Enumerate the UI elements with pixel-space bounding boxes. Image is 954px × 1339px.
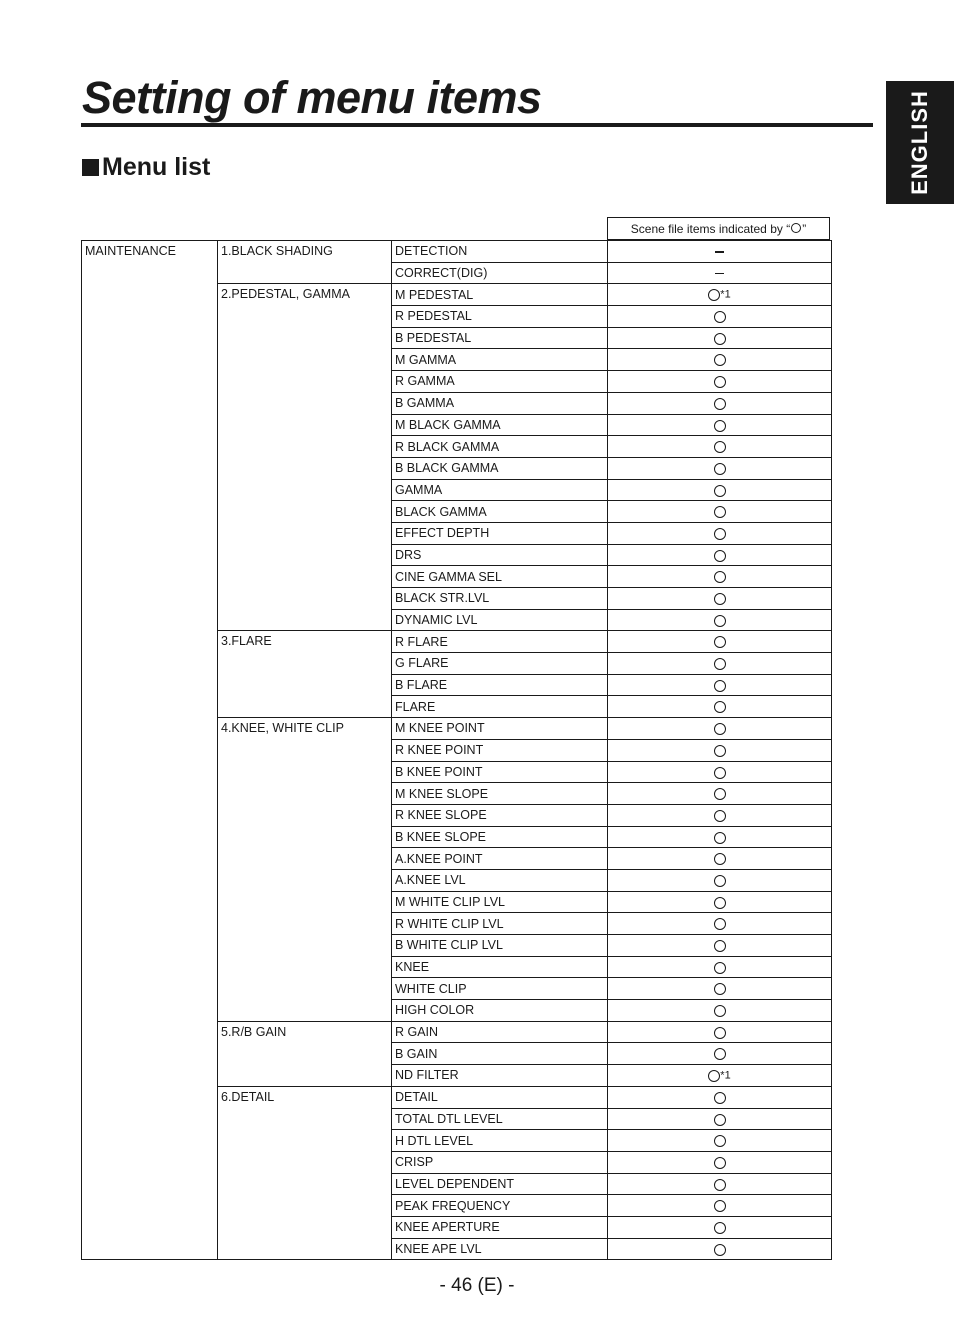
scene-file-mark-cell [608,913,832,935]
scene-file-mark-cell [608,566,832,588]
item-cell: R WHITE CLIP LVL [392,913,608,935]
item-cell: R KNEE SLOPE [392,804,608,826]
scene-file-mark-cell [608,479,832,501]
circle-icon [714,636,726,648]
item-cell: CORRECT(DIG) [392,262,608,284]
circle-icon [714,485,726,497]
group-cell: 4.KNEE, WHITE CLIP [218,718,392,1022]
circle-icon [714,853,726,865]
circle-icon [714,1092,726,1104]
item-cell: B PEDESTAL [392,327,608,349]
circle-icon [714,463,726,475]
language-tab [886,81,954,204]
item-cell: G FLARE [392,653,608,675]
item-cell: R GAIN [392,1021,608,1043]
scene-file-mark-cell [608,1216,832,1238]
item-cell: FLARE [392,696,608,718]
circle-icon [714,528,726,540]
scene-file-mark-cell [608,306,832,328]
scene-file-mark-cell [608,783,832,805]
scene-file-mark-cell [608,718,832,740]
scene-file-mark-cell [608,349,832,371]
item-cell: B KNEE POINT [392,761,608,783]
circle-icon [714,940,726,952]
item-cell: B GAMMA [392,392,608,414]
group-cell: 2.PEDESTAL, GAMMA [218,284,392,631]
item-cell: BLACK STR.LVL [392,588,608,610]
circle-icon [714,1027,726,1039]
scene-file-mark-cell [608,588,832,610]
circle-icon [714,1222,726,1234]
item-cell: B GAIN [392,1043,608,1065]
scene-file-mark-cell [608,436,832,458]
scene-file-mark-cell [608,674,832,696]
scene-file-mark-cell [608,1173,832,1195]
item-cell: CRISP [392,1151,608,1173]
scene-file-mark-cell [608,371,832,393]
scene-file-mark-cell [608,956,832,978]
scene-file-mark-cell [608,414,832,436]
scene-file-mark-cell [608,696,832,718]
scene-file-mark-cell [608,1043,832,1065]
circle-icon [714,1179,726,1191]
table-row [82,241,832,263]
scene-file-mark-cell [608,978,832,1000]
item-cell: B BLACK GAMMA [392,457,608,479]
scene-file-mark-cell [608,1108,832,1130]
scene-file-mark-cell [608,327,832,349]
item-cell: ND FILTER [392,1065,608,1087]
section-heading [82,150,210,184]
scene-file-mark-cell [608,848,832,870]
group-cell: 3.FLARE [218,631,392,718]
item-cell: KNEE [392,956,608,978]
circle-icon [714,506,726,518]
circle-icon [714,593,726,605]
scene-file-mark-cell [608,826,832,848]
scene-file-mark-cell [608,457,832,479]
scene-file-header-suffix: ” [802,221,807,236]
circle-icon [714,1005,726,1017]
scene-file-mark-cell [608,392,832,414]
scene-file-mark-cell [608,1238,832,1260]
item-cell: M KNEE SLOPE [392,783,608,805]
item-cell: PEAK FREQUENCY [392,1195,608,1217]
scene-file-mark-cell [608,609,832,631]
circle-icon [714,701,726,713]
item-cell: R FLARE [392,631,608,653]
item-cell: R KNEE POINT [392,739,608,761]
item-cell: M BLACK GAMMA [392,414,608,436]
title-rule [81,123,873,127]
circle-icon [714,571,726,583]
circle-icon [714,745,726,757]
scene-file-mark-cell [608,1130,832,1152]
scene-file-mark-cell [608,1086,832,1108]
circle-icon [714,550,726,562]
footnote-marker: *1 [720,289,731,302]
item-cell: B FLARE [392,674,608,696]
language-tab-label: ENGLISH [907,90,932,195]
circle-icon [714,615,726,627]
category-cell: MAINTENANCE [82,241,218,1260]
item-cell: DRS [392,544,608,566]
circle-icon [714,398,726,410]
item-cell: B KNEE SLOPE [392,826,608,848]
circle-icon [714,354,726,366]
circle-icon [714,788,726,800]
item-cell: M GAMMA [392,349,608,371]
circle-icon [714,1244,726,1256]
item-cell: WHITE CLIP [392,978,608,1000]
scene-file-mark-cell [608,761,832,783]
circle-icon [791,223,801,233]
circle-icon [708,289,720,301]
item-cell: M WHITE CLIP LVL [392,891,608,913]
circle-icon [714,918,726,930]
item-cell: R GAMMA [392,371,608,393]
scene-file-mark-cell [608,1195,832,1217]
circle-icon [708,1070,720,1082]
item-cell: R BLACK GAMMA [392,436,608,458]
item-cell: LEVEL DEPENDENT [392,1173,608,1195]
black-square-icon [82,159,99,176]
circle-icon [714,810,726,822]
footnote-marker: *1 [720,1069,731,1082]
page-title: Setting of menu items [82,72,542,123]
circle-icon [714,962,726,974]
circle-icon [714,376,726,388]
scene-file-mark-cell [608,1065,832,1087]
scene-file-mark-cell [608,241,832,263]
menu-table [81,240,832,1260]
circle-icon [714,723,726,735]
scene-file-mark-cell [608,544,832,566]
circle-icon [714,311,726,323]
item-cell: B WHITE CLIP LVL [392,935,608,957]
item-cell: DETECTION [392,241,608,263]
circle-icon [714,767,726,779]
circle-icon [714,658,726,670]
scene-file-mark-cell [608,262,832,284]
scene-file-mark-cell [608,653,832,675]
scene-file-mark-cell [608,739,832,761]
scene-file-mark-cell [608,1021,832,1043]
scene-file-mark-cell [608,891,832,913]
scene-file-mark-cell [608,804,832,826]
item-cell: DYNAMIC LVL [392,609,608,631]
item-cell: R PEDESTAL [392,306,608,328]
item-cell: M KNEE POINT [392,718,608,740]
group-cell: 1.BLACK SHADING [218,241,392,284]
item-cell: CINE GAMMA SEL [392,566,608,588]
scene-file-mark-cell [608,522,832,544]
scene-file-header-prefix: Scene file items indicated by “ [630,221,791,236]
dash-icon [715,251,724,253]
item-cell: HIGH COLOR [392,1000,608,1022]
item-cell: EFFECT DEPTH [392,522,608,544]
item-cell: KNEE APERTURE [392,1216,608,1238]
circle-icon [714,441,726,453]
page-number: - 46 (E) - [439,1275,515,1296]
item-cell: A.KNEE POINT [392,848,608,870]
scene-file-mark-cell [608,501,832,523]
group-cell: 6.DETAIL [218,1086,392,1260]
circle-icon [714,832,726,844]
section-heading-text: Menu list [102,153,211,181]
circle-icon [714,983,726,995]
circle-icon [714,1200,726,1212]
circle-icon [714,875,726,887]
item-cell: A.KNEE LVL [392,869,608,891]
item-cell: BLACK GAMMA [392,501,608,523]
scene-file-mark-cell [608,631,832,653]
scene-file-mark-cell [608,284,832,306]
circle-icon [714,1135,726,1147]
group-cell: 5.R/B GAIN [218,1021,392,1086]
scene-file-mark-cell [608,1151,832,1173]
item-cell: DETAIL [392,1086,608,1108]
circle-icon [714,1114,726,1126]
item-cell: M PEDESTAL [392,284,608,306]
circle-icon [714,680,726,692]
item-cell: TOTAL DTL LEVEL [392,1108,608,1130]
scene-file-mark-cell [608,869,832,891]
dash-icon [715,273,724,275]
circle-icon [714,897,726,909]
item-cell: GAMMA [392,479,608,501]
circle-icon [714,1048,726,1060]
circle-icon [714,333,726,345]
item-cell: KNEE APE LVL [392,1238,608,1260]
circle-icon [714,1157,726,1169]
item-cell: H DTL LEVEL [392,1130,608,1152]
scene-file-header [607,217,830,240]
circle-icon [714,420,726,432]
menu-table-body [82,241,832,1260]
scene-file-mark-cell [608,935,832,957]
scene-file-mark-cell [608,1000,832,1022]
